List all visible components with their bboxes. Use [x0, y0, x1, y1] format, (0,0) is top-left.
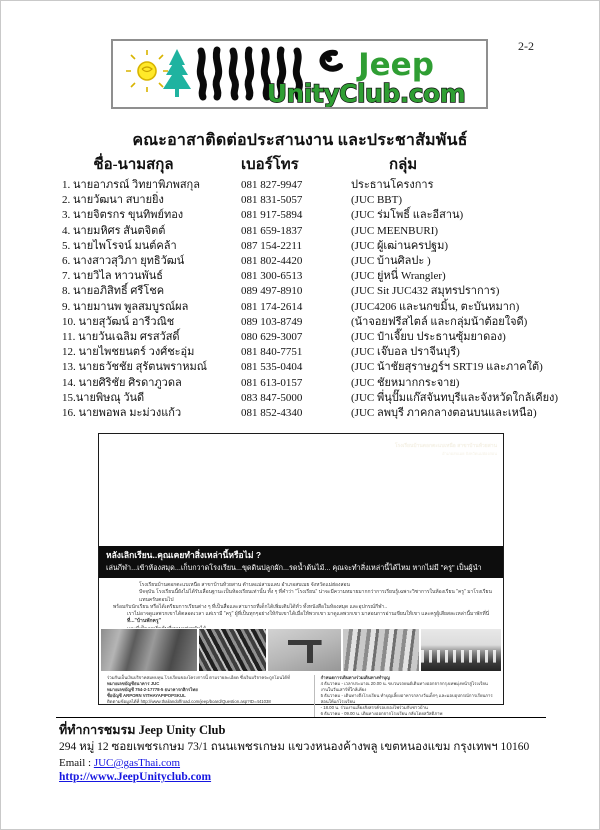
website-link[interactable]: http://www.JeepUnityclub.com: [59, 771, 212, 783]
photo-caption-line1: โรงเรียนบ้านตอกตะแบเหนือ สาขาบ้านห้วยสาน: [394, 443, 497, 449]
contact-name: 4. นายมหิศร สันตจิตต์: [62, 224, 166, 237]
table-row: [56, 239, 589, 254]
children-classroom-photo: [99, 434, 503, 546]
contact-name: 8. นายอภิสิทธิ์ ศรีโชค: [62, 285, 165, 298]
photo-strip: [99, 628, 503, 672]
email-link[interactable]: JUC@gasThai.com: [93, 757, 181, 769]
donation-info-link: ติดตามข้อมูลได้ที่ http://www.thailandoffroad.com/jeep/board/Question.asp?ID=441038: [107, 699, 271, 704]
poster-headline-band: [99, 546, 503, 578]
contact-phone: 081 613-0157: [241, 376, 303, 389]
table-row: [56, 208, 589, 223]
contact-phone: 080 629-3007: [241, 331, 303, 344]
contact-name: 12. นายไพชยนตร์ วงศ์ชะอุ่ม: [62, 346, 195, 359]
schedule-line: 4 ธันวาคม - เวลาประมาณ 20.00 น. ขบวนรถยนต์เดินทางออกจากกรุงเทพมุ่งหน้าสู่โรงเรียน งานในวันเสาร์ที่ใกล้เคียง: [320, 681, 488, 692]
poster-body-line: พร้อมกับนักเรียน หรือได้เตรียมการเรียนต่าง ๆ ที่เป็นสื่อและสามารถที่เด็กได้เพิ่มเติมได้ทั่ว ทั้งหนังสือในห้องสมุด และอุปกรณ์กีฬา..: [113, 603, 388, 610]
footer: [59, 722, 579, 784]
email-label: Email :: [59, 757, 94, 769]
contact-group: (JUC ร่มโพธิ์ และอีสาน): [351, 209, 464, 222]
contact-name: 10. นายสุวัฒน์ อารีวณิช: [62, 315, 175, 328]
poster-body-line: ที่..."บ้านพักครู": [127, 618, 161, 625]
donation-account-name: ชื่อบัญชี ARPORN VITHAYAPIPOPSKUL: [107, 693, 186, 698]
logo-word-jeep: Jeep: [358, 47, 434, 83]
contact-phone: 089 497-8910: [241, 285, 303, 298]
contact-phone: 081 535-0404: [241, 361, 303, 374]
website-line: [59, 770, 579, 784]
contact-name: 1. นายอาภรณ์ วิทยาพิภพสกุล: [62, 179, 200, 191]
schedule-line: 5 ธันวาคม - เดินทางถึงโรงเรียน ทำบุญเลี้ยงอาหารกลางวันเด็กๆ และมอบอุปกรณ์การเรียนการสอนให้แก่โรงเรียน: [320, 693, 493, 704]
contact-name: 7. นายวิไล หาวนพันธ์: [62, 270, 163, 283]
club-address: 294 หมู่ 12 ซอยเพชรเกษม 73/1 ถนนเพชรเกษม แขวงหนองค้างพลู เขตหนองแขม กรุงเทพฯ 10160: [59, 741, 530, 753]
trip-schedule-column: [314, 675, 495, 717]
contact-name: 11. นายวันเฉลิม ศรสวัสดิ์: [62, 331, 180, 344]
contact-phone: 081 917-5894: [241, 209, 303, 222]
photo-caption-line2: อำเภอสบเมย จังหวัดแม่ฮ่องสอน: [442, 451, 497, 456]
contact-group: (JUC ผู้เฒ่านครปฐม): [351, 239, 449, 252]
contact-group: (JUC เจ๊บอล ปราจีนบุรี): [351, 346, 460, 359]
club-office-title: ที่ทำการชมรม Jeep Unity Club: [59, 723, 226, 737]
poster-headline: หลังเลิกเรียน..คุณเคยทำสิ่งเหล่านี้หรือไม่ ?: [106, 550, 262, 560]
schedule-line: - 18.00 น. ร่วมงานเลี้ยงสังสรรค์รอบกองไฟร่วมกับชาวบ้าน: [320, 705, 428, 710]
contact-phone: 081 174-2614: [241, 300, 303, 313]
contact-group: (JUC น้าชัยสุราษฎร์ฯ SRT19 และภาคใต้): [351, 361, 543, 374]
jeep-unityclub-logo: [111, 39, 488, 109]
contact-group: (JUC MEENBURI): [351, 224, 439, 237]
sun-icon: [126, 50, 168, 92]
contact-phone: 081 827-9947: [241, 179, 303, 191]
table-row: [56, 269, 589, 284]
table-row: [56, 178, 589, 193]
contact-name: 16. นายพอพล มะม่วงแก้ว: [62, 407, 182, 420]
contact-phone: 081 831-5057: [241, 194, 303, 207]
contact-phone: 089 103-8749: [241, 315, 303, 328]
contact-name: 3. นายจิตรกร ขุนทิพย์ทอง: [62, 209, 184, 222]
contact-phone: 081 802-4420: [241, 255, 303, 268]
contact-group: (JUC BBT): [351, 194, 403, 207]
contact-group: (JUC พี่นุปั๊มแก๊สจันทบุรีและจังหวัดใกล้เคียง): [351, 391, 559, 404]
table-row: [56, 360, 589, 375]
contact-name: 2. นายวัฒนา สบายยิ่ง: [62, 194, 164, 207]
table-row: [56, 345, 589, 360]
page-title: คณะอาสาติดต่อประสานงาน และประชาสัมพันธ์: [132, 132, 468, 149]
logo-word-unityclub: UnityClub.com: [266, 79, 466, 107]
school-wall-photo-thumb: [268, 629, 341, 671]
pine-tree-icon: [163, 49, 191, 97]
contact-group: (JUC Sit JUC432 สมุทรปราการ): [351, 285, 500, 298]
donation-intro: ร่วมกันเป็นเงินบริจาคสมทบทุน โรงเรียนของโครงการนี้ ตามรายละเอียด ซึ่งเงินบริจาคจะถูกโอนได้ที่: [107, 675, 290, 680]
contact-phone: 081 852-4340: [241, 407, 303, 420]
donation-info-column: [107, 675, 308, 717]
contact-name: 15.นายพิษณุ วันดี: [62, 391, 145, 404]
table-row: [56, 376, 589, 391]
col-header-phone: เบอร์โทร: [241, 157, 299, 173]
poster-body-text: [99, 578, 503, 628]
contact-phone: 081 300-6513: [241, 270, 303, 283]
contact-name: 5. นายไพโรจน์ มนต์คล้า: [62, 239, 177, 252]
table-row: [56, 330, 589, 345]
contact-name: 6. นางสาวสุวิภา ยุทธิวัฒน์: [62, 255, 185, 268]
table-row: [56, 406, 589, 421]
contact-phone: 081 840-7751: [241, 346, 303, 359]
contact-phone: 081 659-1837: [241, 224, 303, 237]
contact-group: (JUC ป๋าเจี๊ยบ ประธานซุ้มยาดอง): [351, 331, 506, 344]
contact-name: 9. นายมานพ พูลสมบูรณ์ผล: [62, 300, 189, 313]
col-header-name: ชื่อ-นามสกุล: [93, 157, 174, 173]
page-number: 2-2: [518, 39, 534, 53]
contact-group: ประธานโครงการ: [351, 179, 434, 191]
contact-group: (JUC ชัยหมากกระจาย): [351, 376, 460, 389]
swirl-icon: [322, 53, 340, 69]
poster-footer-columns: [99, 672, 503, 719]
classroom-photo-thumb: [101, 629, 197, 671]
contact-group: (JUC ลพบุรี ภาคกลางตอนบนและเหนือ): [351, 407, 537, 420]
contact-name: 14. นายศิริชัย ศิรดาภูวดล: [62, 376, 182, 389]
col-header-group: กลุ่ม: [389, 157, 418, 173]
contact-group: (JUC บ้านศิลปะ ): [351, 255, 431, 268]
schedule-header: กำหนดการเดินทางร่วมเดินทางทำบุญ: [320, 675, 390, 680]
logo-graphic: [113, 41, 486, 107]
contact-table: [56, 178, 589, 421]
table-row: [56, 315, 589, 330]
stacked-chairs-photo-thumb: [199, 629, 265, 671]
contact-group: (น้าจอยฟรีสไตล์ และกลุ่มน้าต้อยใจดี): [351, 315, 528, 328]
table-header: [56, 152, 584, 176]
donation-bank-label: หมายเลขบัญชีธนาคาร JUC: [107, 681, 160, 686]
charity-poster: [98, 433, 504, 716]
contact-name: 13. นายธวัชชัย สุรัตนพราหมณ์: [62, 361, 207, 374]
photo-caption: [395, 442, 497, 457]
email-line: [59, 756, 579, 770]
contact-phone: 083 847-5000: [241, 391, 303, 404]
table-row: [56, 193, 589, 208]
poster-subheadline: เล่นกีฬา...เข้าห้องสมุด...เก็บกวาดโรงเรียน...ขุดดินปลูกผัก...รดน้ำต้นไม้... คุณจะทำสิ่งเหล่านี้ได้ไหม หากไม่มี "ครู" เป็นผู้นำ: [106, 563, 482, 572]
donation-account-number: หมายเลขบัญชี 754-2-17778-5 ธนาคารกสิกรไทย: [107, 687, 198, 692]
poster-body-line: เราไม่อาจดูแลพวกเขาได้ตลอดเวลา แต่เรามี "ครู" ผู้ที่เป็นทุกๆอย่างให้กับเขาได้เมื่อให้พวกเขา มาดูแลพวกเขา มาสอนการอ่านเขียนให้เขา และครูผู้เสียสละเหล่านี้มาพักที่นี่: [127, 611, 490, 618]
children-assembly-photo-thumb: [421, 629, 501, 671]
contact-phone: 087 154-2211: [241, 239, 303, 252]
footer-divider: [56, 717, 546, 718]
table-row: [56, 254, 589, 269]
table-row: [56, 300, 589, 315]
contact-group: (JUC ยู่หนี่ Wrangler): [351, 270, 446, 283]
poster-body-line: โรงเรียนบ้านตอกตะแบเหนือ สาขาบ้านห้วยสาน ตำบลแม่สามแลบ อำเภอสบเมย จังหวัดแม่ฮ่องสอน: [139, 582, 350, 588]
wood-planks-photo-thumb: [343, 629, 419, 671]
table-row: [56, 284, 589, 299]
poster-body-line: ปัจจุบัน โรงเรียนนี้ยังไม่ได้รับเลื่อนฐานะเป็นห้องเรียนเท่านั้น ทั้ง ๆ ที่คำว่า "โรงเรียน" น่าจะมีความหมายมากกว่าการเรียนรู้เฉพาะวิชาการในห้องเรียน "ครู" มาโรงเรียนแทนครับตอนไป: [139, 589, 492, 603]
contact-group: (JUC4206 และนกขมิ้น, ตะบันหมาก): [351, 300, 520, 313]
schedule-line: 6 ธันวาคม - 09.00 น. เดินทางออกจากโรงเรียน กลับโดยสวัสดิภาพ: [320, 711, 443, 716]
table-row: [56, 391, 589, 406]
table-row: [56, 224, 589, 239]
